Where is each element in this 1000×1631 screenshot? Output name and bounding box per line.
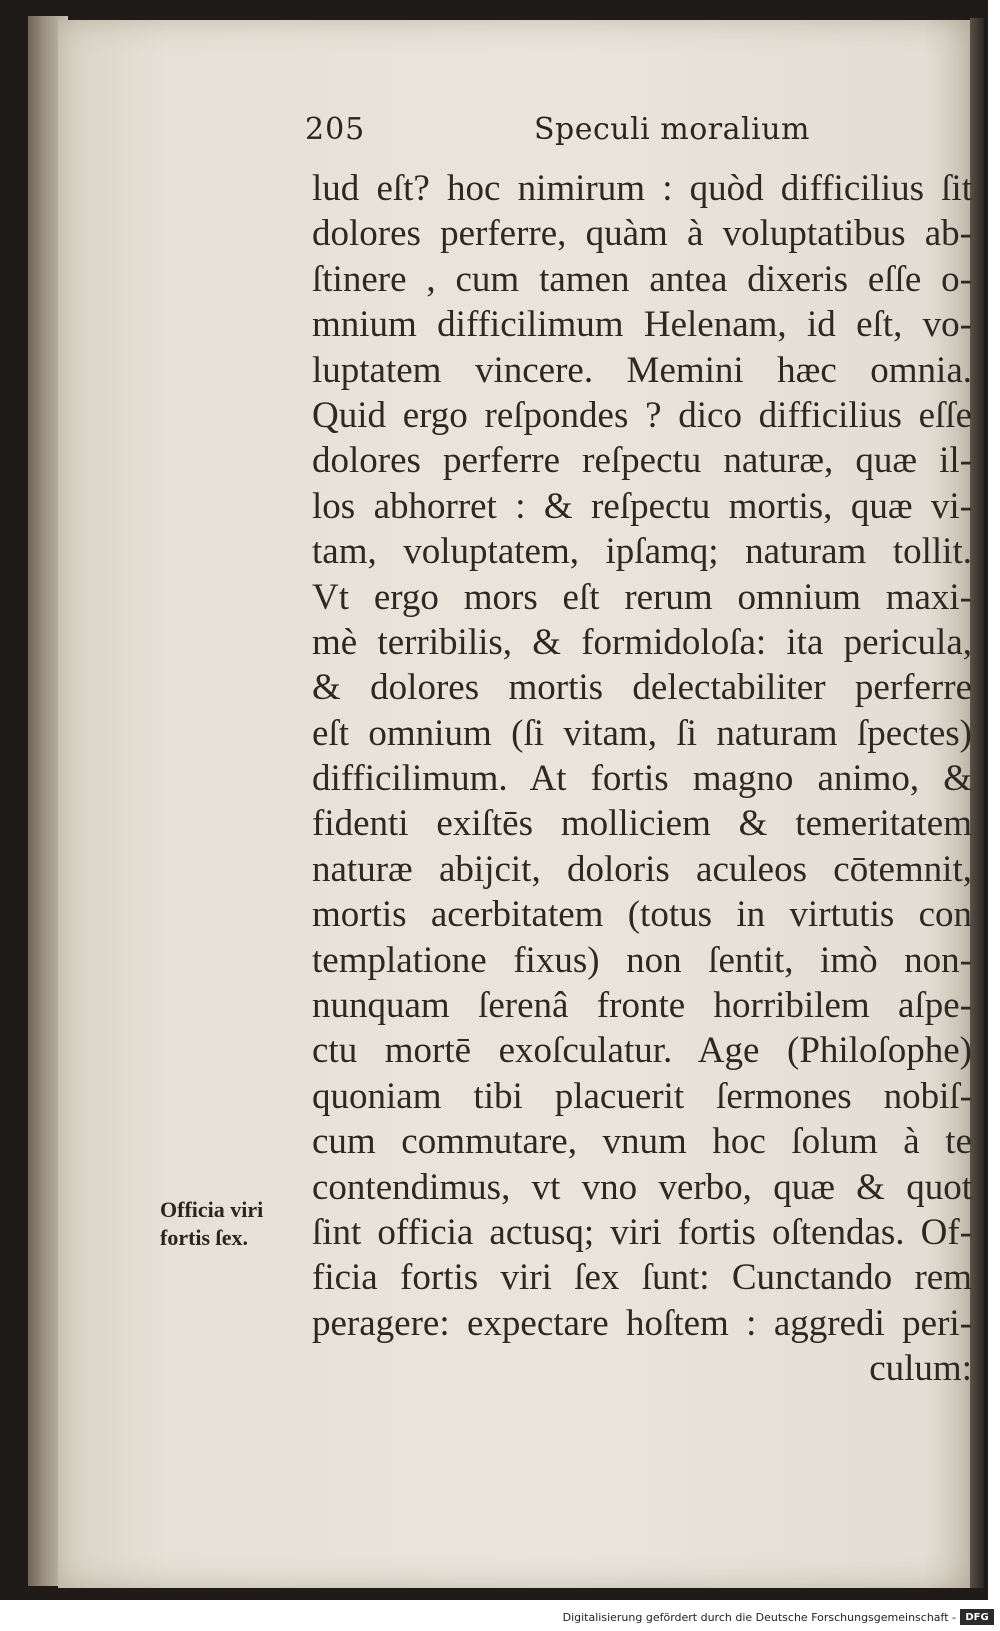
- text-line: cum commutare, vnum hoc ſolum à te: [312, 1121, 972, 1163]
- margin-note-line: fortis ſex.: [160, 1225, 248, 1250]
- running-title: Speculi moralium: [533, 112, 810, 147]
- page-gutter-edge: [970, 18, 984, 1588]
- text-line: naturæ abijcit, doloris aculeos cōtemnit,: [312, 848, 972, 890]
- margin-note-line: Officia viri: [160, 1197, 264, 1222]
- text-line: dolores perferre reſpectu naturæ, quæ il-: [312, 440, 972, 482]
- text-line: ctu mortē exoſculatur. Age (Philoſophe): [312, 1030, 972, 1072]
- text-line: contendimus, vt vno verbo, quæ & quot: [312, 1166, 972, 1208]
- text-line: mortis acerbitatem (totus in virtutis con: [312, 894, 972, 936]
- text-line: quoniam tibi placuerit ſermones nobiſ-: [312, 1075, 972, 1117]
- text-line-catchword: culum:: [869, 1348, 972, 1390]
- text-line: Quid ergo reſpondes ? dico difficilius eſſe: [312, 394, 972, 436]
- text-line: los abhorret : & reſpectu mortis, quæ vi-: [312, 485, 972, 527]
- text-line: templatione fixus) non ſentit, imò non-: [312, 939, 972, 981]
- text-line: luptatem vincere. Memini hæc omnia.: [312, 349, 972, 391]
- text-line: nunquam ſerenâ fronte horribilem aſpe-: [312, 985, 972, 1027]
- folio-number: 205: [305, 112, 366, 147]
- text-line: fidenti exiſtēs molliciem & temeritatem: [312, 803, 972, 845]
- text-line: tam, voluptatem, ipſamq; naturam tollit.: [312, 531, 972, 573]
- text-line: peragere: expectare hoſtem : aggredi peri-: [312, 1302, 972, 1344]
- text-line: difficilimum. At fortis magno animo, &: [312, 758, 972, 800]
- page-header: [305, 112, 810, 147]
- text-line: Vt ergo mors eſt rerum omnium maxi-: [312, 576, 972, 618]
- margin-note: [160, 1196, 300, 1252]
- text-line: mè terribilis, & formidoloſa: ita pericula,: [312, 621, 972, 663]
- text-line: ficia fortis viri ſex ſunt: Cunctando rem: [312, 1257, 972, 1299]
- text-line: & dolores mortis delectabiliter perferre: [312, 667, 972, 709]
- text-line: ſtinere , cum tamen antea dixeris eſſe o-: [312, 258, 972, 300]
- text-line: eſt omnium (ſi vitam, ſi naturam ſpectes): [312, 712, 972, 754]
- text-line: mnium difficilimum Helenam, id eſt, vo-: [312, 304, 972, 346]
- text-line: lud eſt? hoc nimirum : quòd difficilius ſit: [312, 168, 972, 209]
- dfg-logo-icon: DFG: [960, 1609, 994, 1625]
- text-line: ſint officia actusq; viri fortis oſtendas. Of-: [312, 1211, 972, 1253]
- funding-credit: Digitalisierung gefördert durch die Deutsche Forschungsgemeinschaft -: [562, 1611, 956, 1624]
- main-text-block: [312, 166, 972, 1392]
- text-line: dolores perferre, quàm à voluptatibus ab-: [312, 213, 972, 255]
